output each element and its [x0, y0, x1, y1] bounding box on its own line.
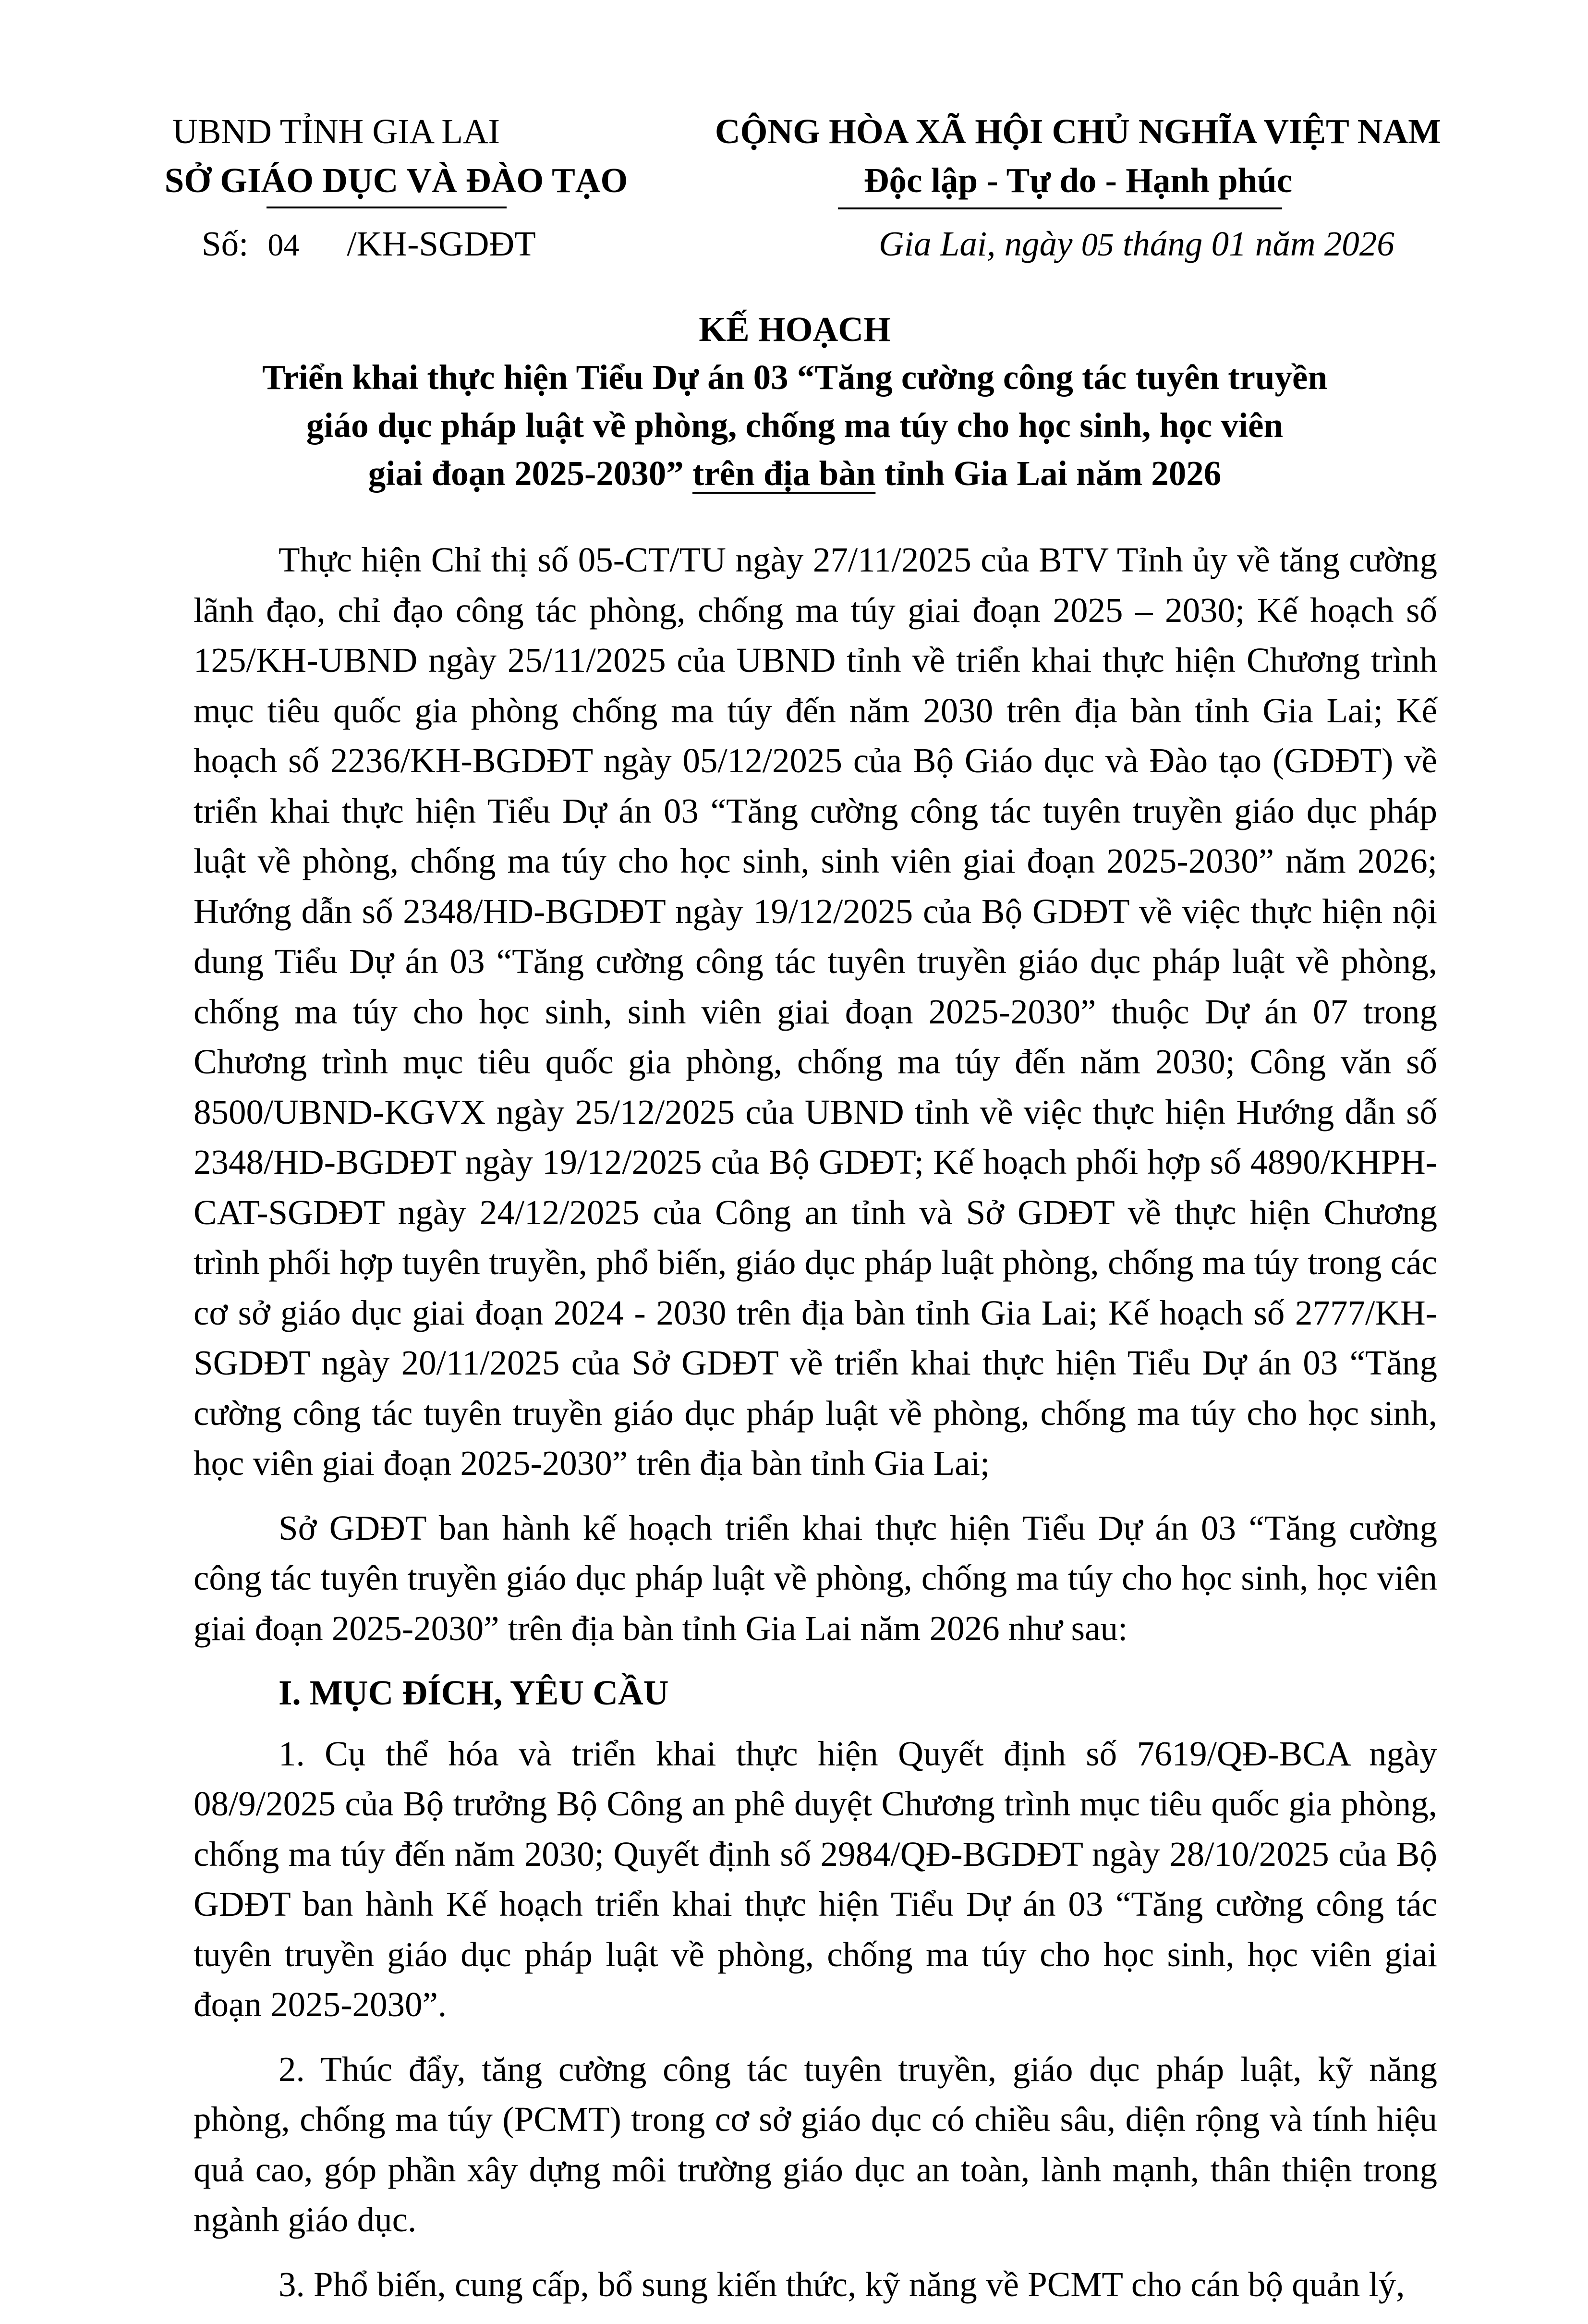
section-heading-1: I. MỤC ĐÍCH, YÊU CẦU [279, 1673, 669, 1712]
motto-underline [838, 207, 1282, 209]
paragraph-introduction: Sở GDĐT ban hành kế hoạch triển khai thực hiện Tiểu Dự án 03 “Tăng cường công tác tuyên truyền giáo dục pháp luật về phòng, chống ma túy cho học sinh, học viên giai đoạn 2025-2030” trên địa bàn tỉnh Gia Lai năm 2026 như sau: [194, 1508, 1437, 1648]
national-title: CỘNG HÒA XÃ HỘI CHỦ NGHĨA VIỆT NAM [715, 112, 1442, 151]
list-item-1: 1. Cụ thể hóa và triển khai thực hiện Quyết định số 7619/QĐ-BCA ngày 08/9/2025 của Bộ trưởng Bộ Công an phê duyệt Chương trình mục tiêu quốc gia phòng, chống ma túy đến năm 2030; Quyết định số 2984/QĐ-BGDĐT ngày 28/10/2025 của Bộ GDĐT ban hành Kế hoạch triển khai thực hiện Tiểu Dự án 03 “Tăng cường công tác tuyên truyền giáo dục pháp luật về phòng, chống ma túy cho học sinh, học viên giai đoạn 2025-2030”. [194, 1734, 1437, 2024]
issuing-authority-parent: UBND TỈNH GIA LAI [172, 112, 500, 151]
authority-underline [267, 207, 507, 208]
number-label: Số: [202, 224, 249, 263]
document-title [168, 353, 1421, 498]
place-date-day: 05 [1081, 226, 1114, 263]
issuing-authority-name: SỞ GIÁO DỤC VÀ ĐÀO TẠO [164, 161, 628, 200]
place-and-date [879, 220, 1394, 268]
title-line-3-a: giai đoạn 2025-2030” [368, 454, 684, 493]
document-number [202, 220, 536, 269]
document-type: KẾ HOẠCH [699, 310, 891, 349]
paragraph-legal-basis: Thực hiện Chỉ thị số 05-CT/TU ngày 27/11/2025 của BTV Tỉnh ủy về tăng cường lãnh đạo, chỉ đạo công tác phòng, chống ma túy giai đoạn 2025 – 2030; Kế hoạch số 125/KH-UBND ngày 25/11/2025 của UBND tỉnh về triển khai thực hiện Chương trình mục tiêu quốc gia phòng chống ma túy đến năm 2030 trên địa bàn tỉnh Gia Lai; Kế hoạch số 2236/KH-BGDĐT ngày 05/12/2025 của Bộ Giáo dục và Đào tạo (GDĐT) về triển khai thực hiện Tiểu Dự án 03 “Tăng cường công tác tuyên truyền giáo dục pháp luật về phòng, chống ma túy cho học sinh, sinh viên giai đoạn 2025-2030” năm 2026; Hướng dẫn số 2348/HD-BGDĐT ngày 19/12/2025 của Bộ GDĐT về việc thực hiện nội dung Tiểu Dự án 03 “Tăng cường công tác tuyên truyền giáo dục pháp luật về phòng, chống ma túy cho học sinh, sinh viên giai đoạn 2025-2030” thuộc Dự án 07 trong Chương trình mục tiêu quốc gia phòng, chống ma túy đến năm 2030; Công văn số 8500/UBND-KGVX ngày 25/12/2025 của UBND tỉnh về việc thực hiện Hướng dẫn số 2348/HD-BGDĐT ngày 19/12/2025 của Bộ GDĐT; Kế hoạch phối hợp số 4890/KHPH-CAT-SGDĐT ngày 24/12/2025 của Công an tỉnh và Sở GDĐT về thực hiện Chương trình phối hợp tuyên truyền, phổ biến, giáo dục pháp luật phòng, chống ma túy trong các cơ sở giáo dục giai đoạn 2024 - 2030 trên địa bàn tỉnh Gia Lai; Kế hoạch số 2777/KH-SGDĐT ngày 20/11/2025 của Sở GDĐT về triển khai thực hiện Tiểu Dự án 03 “Tăng cường công tác tuyên truyền giáo dục pháp luật về phòng, chống ma túy cho học sinh, học viên giai đoạn 2025-2030” trên địa bàn tỉnh Gia Lai; [194, 540, 1437, 1483]
title-line-2: giáo dục pháp luật về phòng, chống ma túy cho học sinh, học viên [306, 406, 1284, 445]
title-line-3 [168, 450, 1421, 498]
title-line-3-underlined: trên địa bàn [692, 454, 876, 493]
title-line-3-c: tỉnh Gia Lai năm 2026 [884, 454, 1222, 493]
place-date-suffix: tháng 01 năm 2026 [1123, 224, 1394, 263]
document-body [194, 535, 1437, 2324]
list-item-2: 2. Thúc đẩy, tăng cường công tác tuyên truyền, giáo dục pháp luật, kỹ năng phòng, chống ma túy (PCMT) trong cơ sở giáo dục có chiều sâu, diện rộng và tính hiệu quả cao, góp phần xây dựng môi trường giáo dục an toàn, lành mạnh, thân thiện trong ngành giáo dục. [194, 2049, 1437, 2239]
number-suffix: /KH-SGDĐT [347, 224, 536, 263]
place-date-prefix: Gia Lai, ngày [879, 224, 1073, 263]
number-value: 04 [267, 228, 300, 263]
title-line-1: Triển khai thực hiện Tiểu Dự án 03 “Tăng cường công tác tuyên truyền [262, 358, 1328, 397]
national-motto: Độc lập - Tự do - Hạnh phúc [863, 161, 1293, 200]
list-item-3: 3. Phổ biến, cung cấp, bổ sung kiến thức, kỹ năng về PCMT cho cán bộ quản lý, [279, 2264, 1405, 2304]
